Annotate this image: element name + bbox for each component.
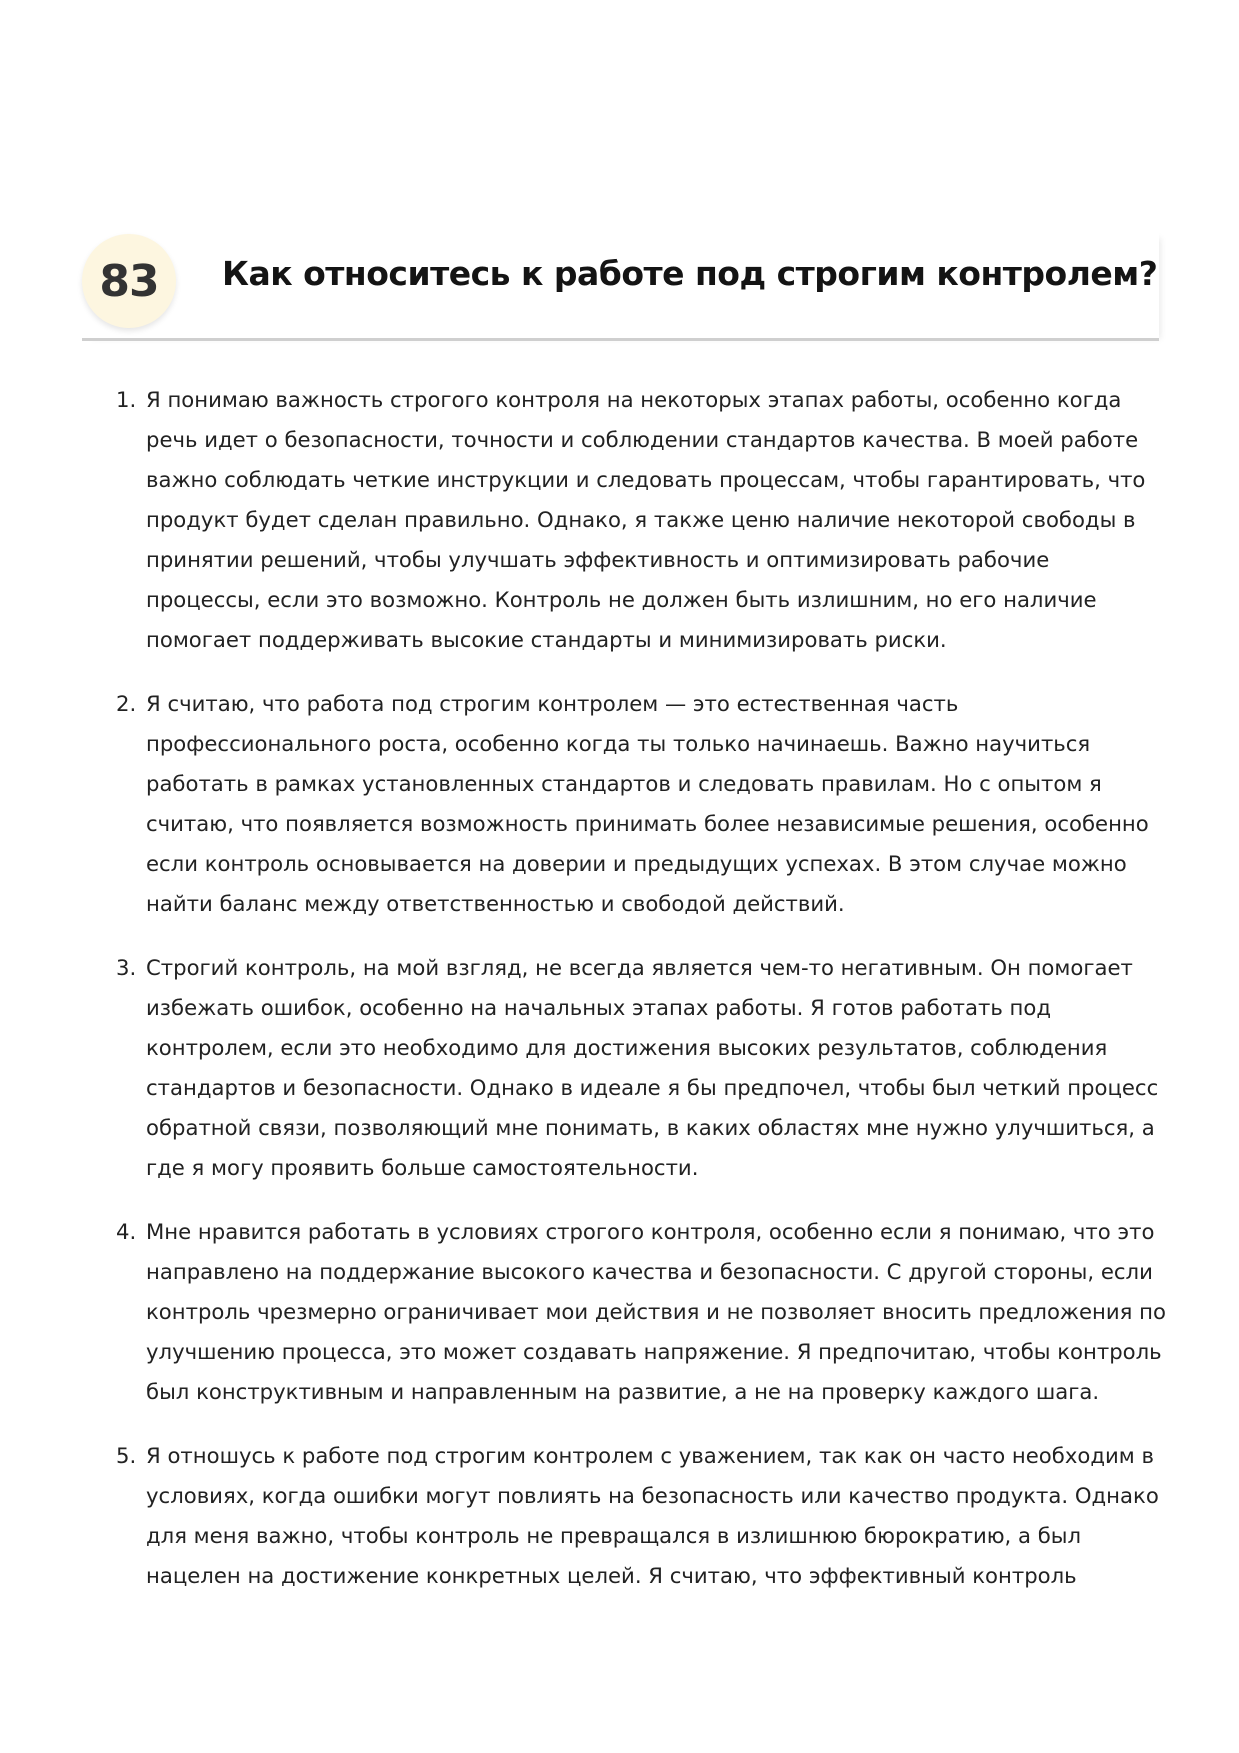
list-item-text: Я понимаю важность строгого контроля на некоторых этапах работы, особенно когда речь идет о безопасности, точности и соблюдении стандартов качества. В моей работе важно соблюдать четкие инструкции и следовать процессам, чтобы гарантировать, что продукт будет сделан правильно. Однако, я также ценю наличие некоторой свободы в принятии решений, чтобы улучшать эффективность и оптимизировать рабочие процессы, если это возможно. Контроль не должен быть излишним, но его наличие помогает поддерживать высокие стандарты и минимизировать риски. (146, 387, 1146, 652)
list-item (116, 948, 1166, 1188)
list-item-number: 4. (116, 1219, 137, 1244)
list-item-number: 1. (116, 387, 137, 412)
list-item-text: Я отношусь к работе под строгим контролем с уважением, так как он часто необходим в условиях, когда ошибки могут повлиять на безопасность или качество продукта. Однако для меня важно, чтобы контроль не превращался в излишнюю бюрократию, а был нацелен на достижение конкретных целей. Я считаю, что эффективный контроль (146, 1443, 1159, 1588)
list-item-number: 2. (116, 691, 137, 716)
list-item (116, 1212, 1166, 1412)
list-item-text: Строгий контроль, на мой взгляд, не всегда является чем-то негативным. Он помогает избежать ошибок, особенно на начальных этапах работы. Я готов работать под контролем, если это необходимо для достижения высоких результатов, соблюдения стандартов и безопасности. Однако в идеале я бы предпочел, чтобы был четкий процесс обратной связи, позволяющий мне понимать, в каких областях мне нужно улучшиться, а где я могу проявить больше самостоятельности. (146, 955, 1159, 1180)
answer-list (116, 380, 1166, 1620)
list-item-text: Я считаю, что работа под строгим контролем — это естественная часть профессионального роста, особенно когда ты только начинаешь. Важно научиться работать в рамках установленных стандартов и следовать правилам. Но с опытом я считаю, что появляется возможность принимать более независимые решения, особенно если контроль основывается на доверии и предыдущих успехах. В этом случае можно найти баланс между ответственностью и свободой действий. (146, 691, 1149, 916)
list-item (116, 1436, 1166, 1596)
list-item (116, 380, 1166, 660)
list-item-number: 3. (116, 955, 137, 980)
list-item-number: 5. (116, 1443, 137, 1468)
list-item-text: Мне нравится работать в условиях строгого контроля, особенно если я понимаю, что это направлено на поддержание высокого качества и безопасности. С другой стороны, если контроль чрезмерно ограничивает мои действия и не позволяет вносить предложения по улучшению процесса, это может создавать напряжение. Я предпочитаю, чтобы контроль был конструктивным и направленным на развитие, а не на проверку каждого шага. (146, 1219, 1166, 1404)
question-title: Как относитесь к работе под строгим контролем? (222, 254, 1158, 293)
question-header (82, 232, 1159, 341)
list-item (116, 684, 1166, 924)
question-number-badge: 83 (82, 234, 176, 328)
